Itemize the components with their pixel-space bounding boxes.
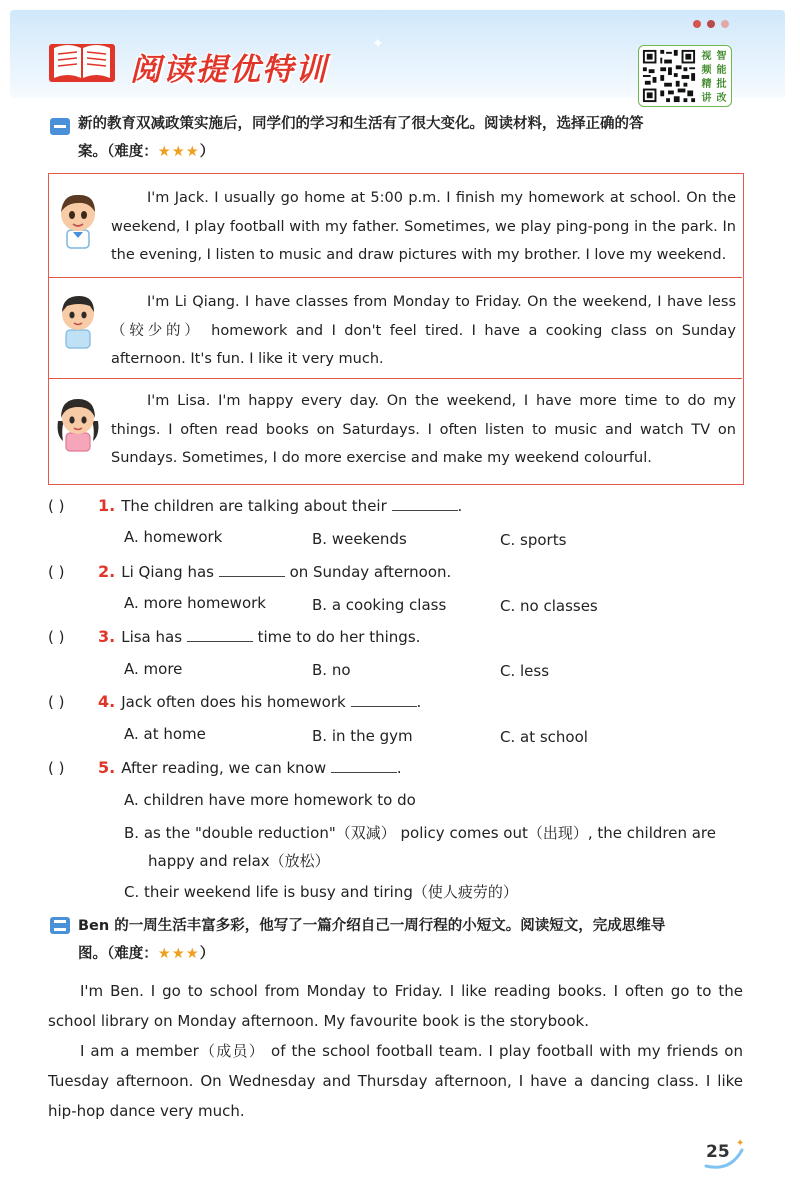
answer-blank[interactable] <box>219 561 285 577</box>
question-2: ( ) 2. Li Qiang has on Sunday afternoon. <box>48 560 748 584</box>
option-b[interactable]: B. no <box>312 661 351 679</box>
qr-code-icon[interactable] <box>641 48 697 104</box>
open-book-icon <box>48 38 116 84</box>
question-5: ( ) 5. After reading, we can know . <box>48 756 748 780</box>
reading-passages-box <box>48 173 744 485</box>
option-c[interactable]: C. less <box>500 662 550 680</box>
option-b[interactable]: B. in the gym <box>312 727 413 745</box>
question-1: ( ) 1. The children are talking about their . <box>48 494 748 518</box>
answer-blank[interactable] <box>351 691 417 707</box>
option-b[interactable]: B. weekends <box>312 530 407 548</box>
boy-avatar-icon <box>53 188 103 250</box>
option-c[interactable]: C. at school <box>500 728 588 746</box>
option-c[interactable]: C. their weekend life is busy and tiring（使人疲劳的） <box>124 883 518 901</box>
svg-text:✦: ✦ <box>736 1138 745 1149</box>
answer-paren[interactable]: ( ) <box>48 628 65 646</box>
section-one-instruction: 新的教育双减政策实施后，同学们的学习和生活有了很大变化。阅读材料，选择正确的答 案。（难度：★★★） <box>78 116 644 160</box>
answer-blank[interactable] <box>187 626 253 642</box>
option-c[interactable]: C. no classes <box>500 597 598 615</box>
question-3: ( ) 3. Lisa has time to do her things. <box>48 625 748 649</box>
option-a[interactable]: A. homework <box>124 528 223 546</box>
option-b[interactable]: B. as the "double reduction"（双减） policy comes out（出现）, the children are <box>124 824 716 842</box>
answer-blank[interactable] <box>331 757 397 773</box>
option-b-continued[interactable]: happy and relax（放松） <box>148 852 330 870</box>
passage-row-jack <box>49 174 742 278</box>
option-a[interactable]: A. more homework <box>124 594 266 612</box>
option-a[interactable]: A. more <box>124 660 183 678</box>
section-two-instruction: Ben 的一周生活丰富多彩，他写了一篇介绍自己一周行程的小短文。阅读短文，完成思维导 图。（难度：★★★） <box>78 918 666 962</box>
passage-text: I'm Lisa. I'm happy every day. On the weekend, I have more time to do my things. I often read books on Saturdays. I often listen to music and watch TV on Sundays. Sometimes, I do more exercise and make my weekend colourful. <box>111 393 736 466</box>
section-one-badge <box>50 118 70 135</box>
sparkle-icon: ✦ <box>372 36 384 52</box>
ben-passage <box>48 976 743 1126</box>
passage-row-li-qiang <box>49 278 742 379</box>
question-4: ( ) 4. Jack often does his homework . <box>48 690 748 714</box>
answer-blank[interactable] <box>392 495 458 511</box>
option-a[interactable]: A. at home <box>124 725 206 743</box>
paragraph: I am a member（成员） of the school football team. I play football with my friends on Tuesday afternoon. On Wednesday and Thursday afternoon, I have a dancing class. I like hip-hop dance very much. <box>48 1042 743 1120</box>
difficulty-stars: ★★★ <box>157 946 200 962</box>
decorative-dots <box>693 20 729 28</box>
answer-paren[interactable]: ( ) <box>48 759 65 777</box>
boy-avatar-icon <box>53 288 103 350</box>
girl-avatar-icon <box>53 391 103 453</box>
answer-paren[interactable]: ( ) <box>48 563 65 581</box>
difficulty-stars: ★★★ <box>157 144 200 160</box>
answer-paren[interactable]: ( ) <box>48 497 65 515</box>
section-two-badge <box>50 917 70 934</box>
option-b[interactable]: B. a cooking class <box>312 596 447 614</box>
qr-label: 视 智 频 能 精 批 讲 改 <box>701 51 727 104</box>
option-a[interactable]: A. children have more homework to do <box>124 791 416 809</box>
page-title: 阅读提优特训 <box>130 52 328 88</box>
passage-text: I'm Li Qiang. I have classes from Monday to Friday. On the weekend, I have less（较少的） homework and I don't feel tired. I have a cooking class on Sunday afternoon. It's fun. I like it very much. <box>111 294 736 367</box>
passage-row-lisa <box>49 379 742 483</box>
page-number: 25 <box>706 1142 730 1162</box>
option-c[interactable]: C. sports <box>500 531 567 549</box>
qr-code-panel[interactable] <box>638 45 732 107</box>
passage-text: I'm Jack. I usually go home at 5:00 p.m. I finish my homework at school. On the weekend, I play football with my father. Sometimes, we play ping-pong in the park. In the evening, I listen to music and draw pictures with my brother. I love my weekend. <box>111 190 736 263</box>
answer-paren[interactable]: ( ) <box>48 693 65 711</box>
paragraph: I'm Ben. I go to school from Monday to Friday. I like reading books. I often go to the school library on Monday afternoon. My favourite book is the storybook. <box>48 982 743 1030</box>
